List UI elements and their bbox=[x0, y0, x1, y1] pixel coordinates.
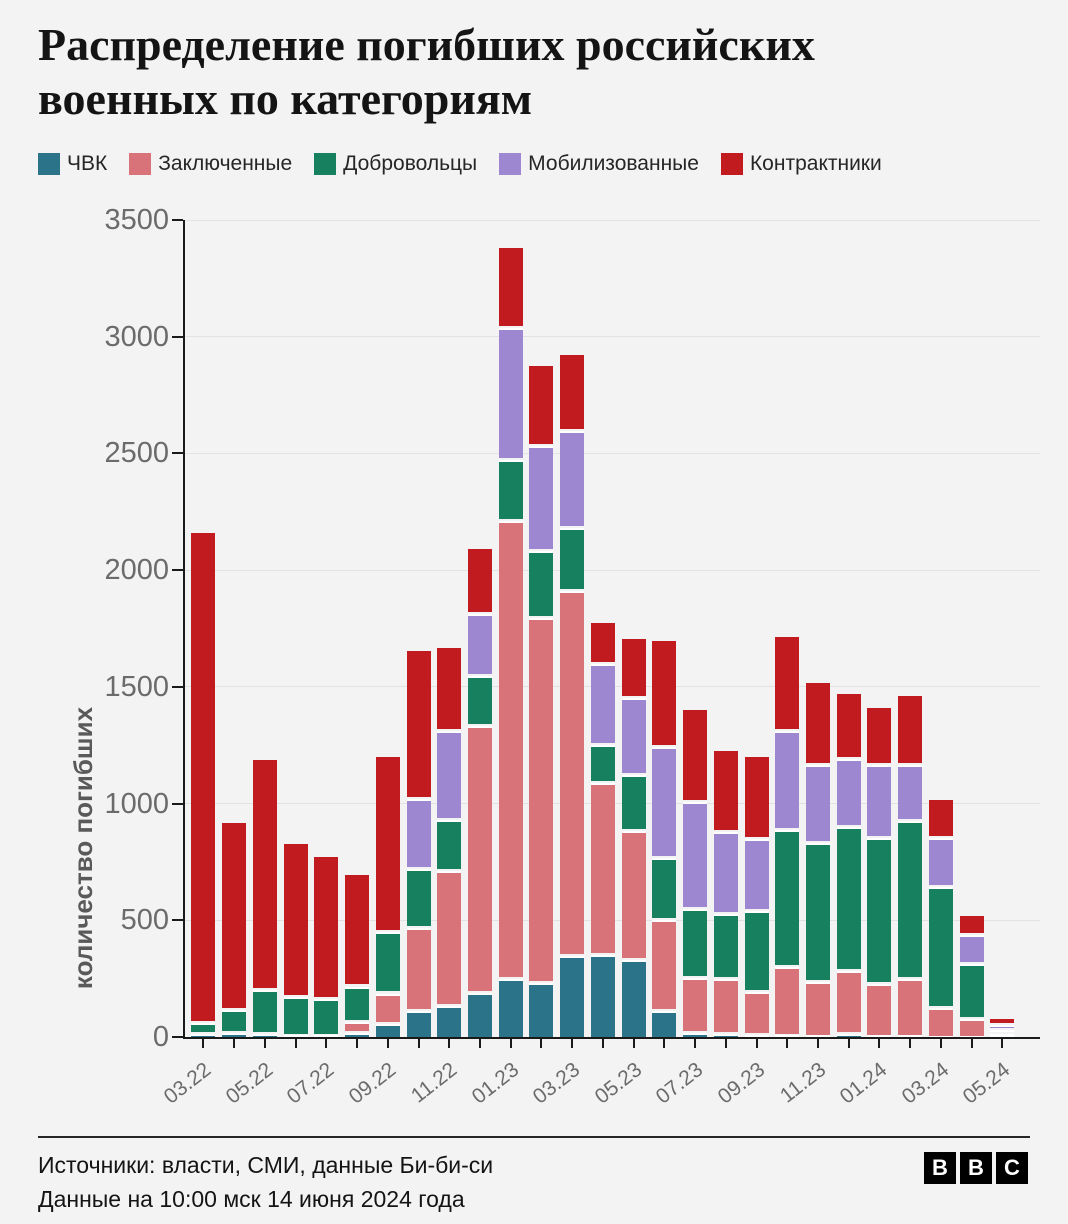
bar-segment bbox=[437, 648, 461, 729]
bar-segment bbox=[745, 839, 769, 908]
bar-segment bbox=[253, 1034, 277, 1037]
bar-segment bbox=[745, 1035, 769, 1037]
bar-segment bbox=[499, 521, 523, 978]
x-tick bbox=[418, 1039, 420, 1048]
bar-segment bbox=[622, 639, 646, 696]
y-gridline bbox=[185, 570, 1040, 571]
bar-segment bbox=[529, 446, 553, 549]
bar-segment bbox=[652, 920, 676, 1009]
x-tick-label: 03.24 bbox=[897, 1058, 954, 1109]
bar-segment bbox=[529, 551, 553, 616]
y-tick bbox=[172, 219, 183, 221]
legend-swatch-icon bbox=[38, 153, 60, 175]
bar-segment bbox=[560, 956, 584, 1037]
bar-segment bbox=[867, 984, 891, 1035]
bar-segment bbox=[222, 1033, 246, 1037]
bar-segment bbox=[407, 1011, 431, 1037]
legend-label: Заключенные bbox=[158, 152, 293, 175]
bar-segment bbox=[591, 745, 615, 782]
bar-segment bbox=[376, 757, 400, 930]
bar-segment bbox=[468, 676, 492, 724]
bar-segment bbox=[253, 990, 277, 1032]
legend-swatch-icon bbox=[499, 153, 521, 175]
x-tick bbox=[233, 1039, 235, 1048]
legend-label: Контрактники bbox=[749, 152, 882, 175]
y-tick-label: 3000 bbox=[104, 320, 169, 353]
bar-segment bbox=[867, 1035, 891, 1037]
bar-segment bbox=[714, 832, 738, 912]
bar-segment bbox=[714, 751, 738, 830]
bar-segment bbox=[837, 1034, 861, 1037]
y-tick-label: 500 bbox=[120, 904, 169, 937]
bar-segment bbox=[990, 1034, 1014, 1037]
bbc-logo-block: B bbox=[924, 1152, 956, 1184]
legend-label: ЧВК bbox=[67, 152, 108, 175]
x-tick bbox=[510, 1039, 512, 1048]
bar-segment bbox=[284, 997, 308, 1034]
bar-segment bbox=[529, 366, 553, 444]
bar-segment bbox=[837, 971, 861, 1032]
bar-segment bbox=[345, 1022, 369, 1032]
x-tick bbox=[571, 1039, 573, 1048]
bar-segment bbox=[191, 1034, 215, 1037]
x-tick bbox=[817, 1039, 819, 1048]
bar-segment bbox=[560, 591, 584, 954]
bar-segment bbox=[376, 1024, 400, 1037]
x-tick-label: 05.24 bbox=[959, 1058, 1015, 1109]
x-tick bbox=[725, 1039, 727, 1048]
bar-segment bbox=[591, 623, 615, 663]
bar-segment bbox=[437, 871, 461, 1004]
x-tick bbox=[756, 1039, 758, 1048]
x-tick bbox=[356, 1039, 358, 1048]
footer-divider bbox=[38, 1136, 1030, 1138]
legend-swatch-icon bbox=[314, 153, 336, 175]
bar-segment bbox=[407, 651, 431, 797]
bar-segment bbox=[468, 614, 492, 674]
bar-segment bbox=[622, 831, 646, 957]
x-tick bbox=[325, 1039, 327, 1048]
bar-segment bbox=[898, 979, 922, 1034]
bar-segment bbox=[867, 765, 891, 837]
x-tick-label: 01.24 bbox=[836, 1058, 892, 1109]
bar-segment bbox=[222, 823, 246, 1007]
bar-segment bbox=[837, 759, 861, 825]
bar-segment bbox=[929, 838, 953, 885]
bar-segment bbox=[622, 960, 646, 1037]
y-tick bbox=[172, 452, 183, 454]
x-tick bbox=[940, 1039, 942, 1048]
bar-segment bbox=[867, 708, 891, 763]
x-tick bbox=[633, 1039, 635, 1048]
bar-segment bbox=[284, 1035, 308, 1037]
bar-segment bbox=[837, 694, 861, 757]
legend-label: Мобилизованные bbox=[528, 152, 699, 175]
bar-segment bbox=[990, 1025, 1014, 1028]
bar-segment bbox=[345, 875, 369, 985]
y-tick-label: 1000 bbox=[104, 787, 169, 820]
legend-item bbox=[314, 152, 477, 176]
bar-segment bbox=[314, 1035, 338, 1037]
bar-segment bbox=[775, 1035, 799, 1037]
bar-segment bbox=[960, 935, 984, 962]
x-tick-label: 03.22 bbox=[160, 1058, 216, 1109]
bar-segment bbox=[437, 1006, 461, 1037]
bar-segment bbox=[191, 1023, 215, 1032]
bar-segment bbox=[591, 783, 615, 953]
bar-segment bbox=[960, 1019, 984, 1036]
x-tick bbox=[387, 1039, 389, 1048]
bar-segment bbox=[468, 726, 492, 991]
bar-segment bbox=[775, 637, 799, 729]
bar-segment bbox=[898, 765, 922, 819]
bar-segment bbox=[714, 914, 738, 977]
y-gridline bbox=[185, 220, 1040, 221]
x-tick-label: 09.23 bbox=[713, 1058, 769, 1109]
bar-segment bbox=[806, 843, 830, 980]
bar-segment bbox=[929, 800, 953, 836]
bar-segment bbox=[560, 355, 584, 429]
y-axis-line bbox=[183, 220, 185, 1039]
x-tick bbox=[202, 1039, 204, 1048]
bar-segment bbox=[775, 830, 799, 965]
y-tick-label: 2000 bbox=[104, 554, 169, 587]
bar-segment bbox=[253, 760, 277, 988]
bar-segment bbox=[376, 994, 400, 1022]
bar-segment bbox=[652, 858, 676, 918]
bar-segment bbox=[314, 857, 338, 997]
bar-segment bbox=[683, 802, 707, 907]
legend-item bbox=[129, 152, 292, 176]
bar-segment bbox=[683, 1033, 707, 1037]
x-tick bbox=[909, 1039, 911, 1048]
y-tick-label: 3500 bbox=[104, 204, 169, 236]
bar-segment bbox=[345, 987, 369, 1020]
bar-segment bbox=[867, 838, 891, 982]
x-tick bbox=[878, 1039, 880, 1048]
y-axis-title: количество погибших bbox=[68, 706, 98, 990]
bar-segment bbox=[314, 999, 338, 1034]
bar-segment bbox=[499, 248, 523, 326]
bar-segment bbox=[898, 696, 922, 763]
page-title: Распределение погибших российских военных по категориям bbox=[38, 19, 815, 125]
bar-segment bbox=[806, 1035, 830, 1037]
y-tick-label: 1500 bbox=[104, 670, 169, 703]
bar-segment bbox=[806, 683, 830, 762]
legend-item bbox=[721, 152, 882, 176]
bar-segment bbox=[468, 993, 492, 1037]
bar-segment bbox=[499, 460, 523, 519]
bar-segment bbox=[683, 978, 707, 1031]
x-tick bbox=[1001, 1039, 1003, 1048]
bar-segment bbox=[529, 983, 553, 1037]
x-axis-line bbox=[183, 1037, 1040, 1039]
bar-segment bbox=[745, 911, 769, 991]
bar-segment bbox=[960, 964, 984, 1017]
y-tick bbox=[172, 569, 183, 571]
bar-segment bbox=[898, 821, 922, 978]
bar-segment bbox=[775, 967, 799, 1034]
bar-segment bbox=[376, 932, 400, 992]
bar-segment bbox=[837, 827, 861, 970]
legend-swatch-icon bbox=[721, 153, 743, 175]
bbc-logo-block: C bbox=[996, 1152, 1028, 1184]
bar-segment bbox=[960, 916, 984, 934]
bar-segment bbox=[990, 1030, 1014, 1032]
stacked-bar-chart bbox=[68, 204, 1040, 1109]
bar-segment bbox=[929, 1008, 953, 1036]
bar-segment bbox=[437, 731, 461, 818]
bar-segment bbox=[284, 844, 308, 995]
x-tick-label: 07.23 bbox=[651, 1058, 708, 1109]
bbc-logo bbox=[924, 1152, 1028, 1184]
bar-segment bbox=[683, 909, 707, 976]
bar-segment bbox=[437, 820, 461, 869]
x-tick bbox=[663, 1039, 665, 1048]
bar-segment bbox=[622, 698, 646, 773]
bar-segment bbox=[683, 710, 707, 800]
data-date-text: Данные на 10:00 мск 14 июня 2024 года bbox=[38, 1186, 465, 1212]
y-tick bbox=[172, 919, 183, 921]
bar-segment bbox=[652, 1011, 676, 1037]
bar-segment bbox=[591, 955, 615, 1037]
legend bbox=[38, 152, 882, 176]
x-tick-label: 07.22 bbox=[282, 1058, 339, 1109]
x-tick-label: 11.23 bbox=[775, 1058, 831, 1108]
y-gridline bbox=[185, 453, 1040, 454]
legend-item bbox=[499, 152, 699, 176]
bar-segment bbox=[806, 982, 830, 1035]
bar-segment bbox=[499, 979, 523, 1037]
legend-swatch-icon bbox=[129, 153, 151, 175]
x-tick-label: 09.22 bbox=[344, 1058, 401, 1109]
legend-item bbox=[38, 152, 107, 176]
y-tick bbox=[172, 1036, 183, 1038]
bar-segment bbox=[560, 431, 584, 526]
y-tick-label: 0 bbox=[152, 1021, 169, 1053]
bar-segment bbox=[191, 533, 215, 1021]
y-tick bbox=[172, 803, 183, 805]
bar-segment bbox=[407, 928, 431, 1009]
bar-segment bbox=[775, 731, 799, 828]
x-tick bbox=[786, 1039, 788, 1048]
bar-segment bbox=[529, 618, 553, 981]
x-tick-label: 01.23 bbox=[467, 1058, 523, 1109]
bar-segment bbox=[745, 992, 769, 1032]
bbc-logo-block: B bbox=[960, 1152, 992, 1184]
y-tick bbox=[172, 336, 183, 338]
source-text: Источники: власти, СМИ, данные Би-би-си bbox=[38, 1152, 494, 1178]
x-tick bbox=[448, 1039, 450, 1048]
bar-segment bbox=[499, 328, 523, 458]
x-tick bbox=[848, 1039, 850, 1048]
x-tick bbox=[295, 1039, 297, 1048]
x-tick-label: 03.23 bbox=[528, 1058, 585, 1109]
bar-segment bbox=[929, 887, 953, 1005]
bar-segment bbox=[990, 1019, 1014, 1023]
bar-segment bbox=[806, 765, 830, 841]
bar-segment bbox=[591, 664, 615, 743]
bar-segment bbox=[652, 747, 676, 856]
bar-segment bbox=[714, 1034, 738, 1037]
bar-segment bbox=[407, 799, 431, 867]
bar-segment bbox=[652, 641, 676, 745]
x-tick-label: 05.22 bbox=[221, 1058, 278, 1109]
legend-label: Добровольцы bbox=[343, 152, 478, 175]
bar-segment bbox=[745, 757, 769, 838]
x-tick bbox=[479, 1039, 481, 1048]
bar-segment bbox=[714, 979, 738, 1032]
bar-segment bbox=[622, 775, 646, 829]
x-tick-label: 05.23 bbox=[590, 1058, 646, 1109]
bar-segment bbox=[345, 1033, 369, 1037]
x-tick bbox=[540, 1039, 542, 1048]
x-tick bbox=[602, 1039, 604, 1048]
y-tick-label: 2500 bbox=[104, 437, 169, 470]
bar-segment bbox=[898, 1035, 922, 1037]
y-gridline bbox=[185, 336, 1040, 337]
x-tick bbox=[971, 1039, 973, 1048]
bar-segment bbox=[222, 1010, 246, 1031]
bar-segment bbox=[560, 528, 584, 589]
bar-segment bbox=[407, 869, 431, 927]
x-tick bbox=[264, 1039, 266, 1048]
bar-segment bbox=[468, 549, 492, 612]
y-tick bbox=[172, 686, 183, 688]
x-tick-label: 11.22 bbox=[407, 1058, 462, 1108]
x-tick bbox=[694, 1039, 696, 1048]
